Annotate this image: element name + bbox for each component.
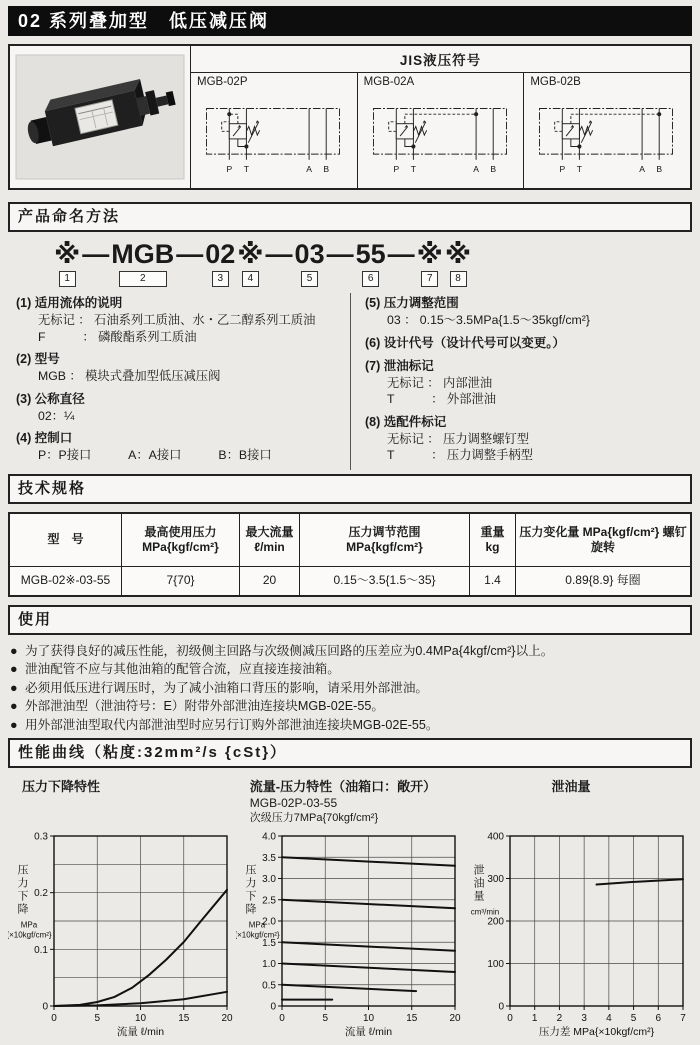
code-box-2: 2 (119, 271, 167, 287)
svg-text:0.2: 0.2 (34, 888, 48, 900)
spec-value-max-pressure: 7{70} (122, 567, 240, 595)
spec-col-weight: 重量 kg (470, 514, 516, 566)
product-photo (10, 46, 191, 188)
svg-text:A: A (306, 164, 312, 175)
usage-note: ● 泄油配管不应与其他油箱的配管合流，应直接连接油箱。 (10, 660, 690, 679)
svg-text:P: P (393, 164, 399, 175)
section-header-spec: 技术规格 (8, 474, 692, 504)
code-dash: — (387, 239, 415, 269)
naming-item-7: (7) 泄油标记 无标记 ： 内部泄油 T ： 外部泄油 (365, 358, 497, 406)
spec-col-adjust-range: 压力调节范围 MPa{kgf/cm²} (300, 514, 470, 566)
code-part: MGB (111, 239, 175, 269)
svg-text:流量 ℓ/min: 流量 ℓ/min (116, 1026, 165, 1038)
svg-text:力: 力 (245, 877, 257, 890)
naming-item-3: (3) 公称直径 02：¼ (16, 391, 85, 423)
usage-notes (10, 642, 690, 735)
chart-flow-pressure (236, 772, 464, 1045)
svg-text:压: 压 (17, 864, 29, 877)
svg-text:3.5: 3.5 (261, 852, 276, 864)
naming-item-1: (1) 适用流体的说明 无标记 ： 石油系列工质油、水・乙二醇系列工质油 F ： 磷酸酯系列工质油 (16, 296, 316, 344)
svg-text:7: 7 (679, 1013, 686, 1024)
svg-text:4.0: 4.0 (261, 831, 276, 843)
svg-text:1: 1 (531, 1013, 538, 1024)
code-dash: — (265, 239, 293, 269)
svg-text:T: T (410, 164, 416, 175)
jis-cell-label: MGB-02A (363, 76, 415, 88)
code-part: ※ (237, 239, 264, 269)
chart-drain (464, 772, 692, 1045)
spec-col-max-flow: 最大流量 ℓ/min (240, 514, 300, 566)
code-box-1: 1 (59, 271, 76, 287)
svg-text:5: 5 (94, 1013, 101, 1024)
flow-pressure-chart (236, 828, 462, 1040)
svg-text:0: 0 (506, 1013, 513, 1024)
svg-text:200: 200 (486, 916, 504, 928)
svg-text:MPa: MPa (248, 920, 265, 930)
svg-text:A: A (472, 164, 479, 175)
code-part: 02 (205, 239, 236, 269)
svg-text:MPa: MPa (20, 920, 38, 930)
svg-text:下: 下 (17, 890, 29, 903)
chart-subtitle2: 次级压力7MPa{70kgf/cm²} (249, 812, 379, 824)
svg-text:B: B (490, 164, 496, 175)
svg-text:0: 0 (42, 1001, 48, 1013)
svg-text:0: 0 (270, 1001, 276, 1013)
naming-item-6: (6) 设计代号（设计代号可以变更。） (365, 335, 566, 350)
hydraulic-symbol-mgb-02a (364, 91, 516, 183)
bullet-icon: ● (10, 643, 18, 658)
svg-text:流量 ℓ/min: 流量 ℓ/min (344, 1026, 392, 1038)
svg-text:3: 3 (580, 1013, 587, 1024)
naming-items (8, 293, 692, 470)
svg-text:压力差 MPa{×10kgf/cm²}: 压力差 MPa{×10kgf/cm²} (538, 1026, 654, 1038)
svg-text:2: 2 (556, 1013, 562, 1024)
spec-col-pressure-change: 压力变化量 MPa{kgf/cm²} 螺钉旋转 (519, 524, 687, 554)
svg-text:P: P (226, 164, 233, 175)
naming-item-5: (5) 压力调整范围 03 ： 0.15～3.5MPa{1.5～35kgf/cm²} (365, 296, 591, 327)
code-part: 55 (355, 239, 386, 269)
usage-note: ● 外部泄油型（泄油符号：E）附带外部泄油连接块MGB-02E-55。 (10, 697, 690, 716)
svg-text:6: 6 (655, 1013, 661, 1024)
bullet-icon: ● (10, 680, 18, 695)
chart-title: 泄油量 (551, 779, 591, 794)
svg-text:0.3: 0.3 (34, 831, 48, 843)
chart-pressure-drop (8, 772, 236, 1045)
svg-text:{×10kgf/cm²}: {×10kgf/cm²} (8, 930, 52, 940)
page-title: 02 系列叠加型 低压减压阀 (8, 6, 692, 36)
svg-text:A: A (639, 164, 646, 175)
code-box-3: 3 (212, 271, 229, 287)
usage-note: ● 用外部泄油型取代内部泄油型时应另行订购外部泄油连接块MGB-02E-55。 (10, 716, 690, 735)
spec-table (8, 512, 692, 597)
code-dash: — (326, 239, 354, 269)
spec-value-model: MGB-02※-03-55 (10, 567, 122, 595)
usage-note: ● 为了获得良好的减压性能，初级侧主回路与次级侧减压回路的压差应为0.4MPa{4kgf/cm²}以上。 (10, 642, 690, 661)
svg-text:B: B (323, 164, 330, 175)
spec-table-data-row (10, 566, 690, 595)
svg-text:油: 油 (473, 877, 485, 890)
jis-cell-mgb-02p (191, 73, 358, 188)
naming-items-left (8, 293, 350, 470)
bullet-icon: ● (10, 717, 18, 732)
jis-table-header: JIS液压符号 (191, 46, 690, 73)
svg-text:300: 300 (486, 874, 504, 885)
svg-text:B: B (656, 164, 663, 175)
code-dash: — (176, 239, 204, 269)
svg-text:1.5: 1.5 (261, 937, 276, 949)
svg-text:量: 量 (473, 890, 485, 903)
svg-text:压: 压 (245, 864, 257, 877)
code-part: ※ (54, 239, 81, 269)
naming-item-2: (2) 型号 MGB ： 模块式叠加型低压减压阀 (16, 352, 221, 383)
svg-text:1.0: 1.0 (261, 959, 276, 970)
performance-charts (8, 772, 692, 1045)
spec-value-max-flow: 20 (240, 567, 300, 595)
svg-text:2.0: 2.0 (261, 916, 276, 928)
svg-text:0: 0 (51, 1013, 57, 1024)
spec-table-header-row (10, 514, 690, 566)
jis-cell-label: MGB-02B (530, 76, 581, 88)
jis-cell-mgb-02b (524, 73, 690, 188)
svg-text:{×10kgf/cm²}: {×10kgf/cm²} (235, 930, 280, 940)
code-box-7: 7 (421, 271, 438, 287)
svg-text:P: P (559, 164, 566, 175)
bullet-icon: ● (10, 662, 18, 676)
svg-text:3.0: 3.0 (261, 874, 276, 885)
code-part: 03 (294, 239, 325, 269)
code-box-8: 8 (450, 271, 467, 287)
valve-photo-image (14, 53, 186, 181)
svg-text:力: 力 (17, 877, 29, 890)
spec-value-pressure-change: 0.89{8.9} 每圈 (565, 573, 641, 587)
spec-col-max-pressure: 最高使用压力 MPa{kgf/cm²} (122, 514, 240, 566)
naming-items-right (350, 293, 692, 470)
section-header-usage: 使用 (8, 605, 692, 635)
pressure-drop-chart (8, 828, 234, 1040)
svg-text:2.5: 2.5 (261, 895, 276, 907)
hydraulic-symbol-mgb-02p (197, 91, 349, 183)
svg-text:4: 4 (605, 1013, 612, 1024)
naming-item-4: (4) 控制口 P：P接口 A：A接口 B：B接口 (16, 431, 272, 462)
svg-text:15: 15 (405, 1013, 418, 1024)
svg-text:0.1: 0.1 (34, 944, 48, 956)
svg-text:5: 5 (322, 1013, 328, 1024)
svg-text:泄: 泄 (473, 864, 485, 877)
svg-text:0: 0 (497, 1001, 504, 1013)
code-part: ※ (444, 239, 472, 269)
naming-item-8: (8) 选配件标记 无标记 ： 压力调整螺钉型 T ： 压力调整手柄型 (365, 414, 533, 462)
svg-text:下: 下 (245, 890, 257, 903)
hydraulic-symbol-mgb-02b (530, 91, 682, 183)
jis-cell-label: MGB-02P (197, 76, 248, 88)
svg-text:降: 降 (17, 903, 29, 916)
code-box-6: 6 (362, 271, 379, 287)
svg-text:20: 20 (221, 1013, 233, 1024)
svg-text:20: 20 (449, 1013, 461, 1024)
jis-cell-mgb-02a (358, 73, 525, 188)
model-code (54, 240, 692, 287)
section-header-naming: 产品命名方法 (8, 202, 692, 232)
svg-text:100: 100 (486, 959, 504, 970)
spec-col-model: 型 号 (10, 514, 122, 566)
code-box-5: 5 (301, 271, 318, 287)
svg-text:0.5: 0.5 (261, 980, 276, 992)
chart-subtitle: MGB-02P-03-55 (249, 796, 338, 810)
spec-value-adjust-range: 0.15～3.5{1.5～35} (300, 567, 470, 595)
svg-text:10: 10 (362, 1013, 374, 1024)
svg-text:T: T (243, 164, 250, 175)
svg-text:5: 5 (630, 1013, 636, 1024)
jis-symbol-table (8, 44, 692, 190)
code-dash: — (82, 239, 110, 269)
usage-note: ● 必须用低压进行调压时，为了减小油箱口背压的影响，请采用外部泄油。 (10, 679, 690, 698)
svg-text:0: 0 (278, 1013, 285, 1024)
spec-value-weight: 1.4 (470, 567, 516, 595)
bullet-icon: ● (10, 699, 18, 713)
svg-text:cm³/min: cm³/min (470, 907, 499, 917)
svg-text:降: 降 (245, 903, 257, 916)
svg-text:15: 15 (178, 1013, 190, 1024)
code-part: ※ (416, 239, 443, 269)
chart-title: 压力下降特性 (22, 779, 101, 794)
drain-amount-chart (464, 828, 690, 1040)
section-header-performance: 性能曲线（粘度:32mm²/s {cSt}） (8, 738, 692, 768)
svg-text:10: 10 (134, 1013, 147, 1024)
svg-text:T: T (577, 164, 583, 175)
code-box-4: 4 (242, 271, 259, 287)
svg-text:400: 400 (486, 831, 504, 843)
chart-title: 流量-压力特性（油箱口：敞开） (249, 779, 437, 794)
